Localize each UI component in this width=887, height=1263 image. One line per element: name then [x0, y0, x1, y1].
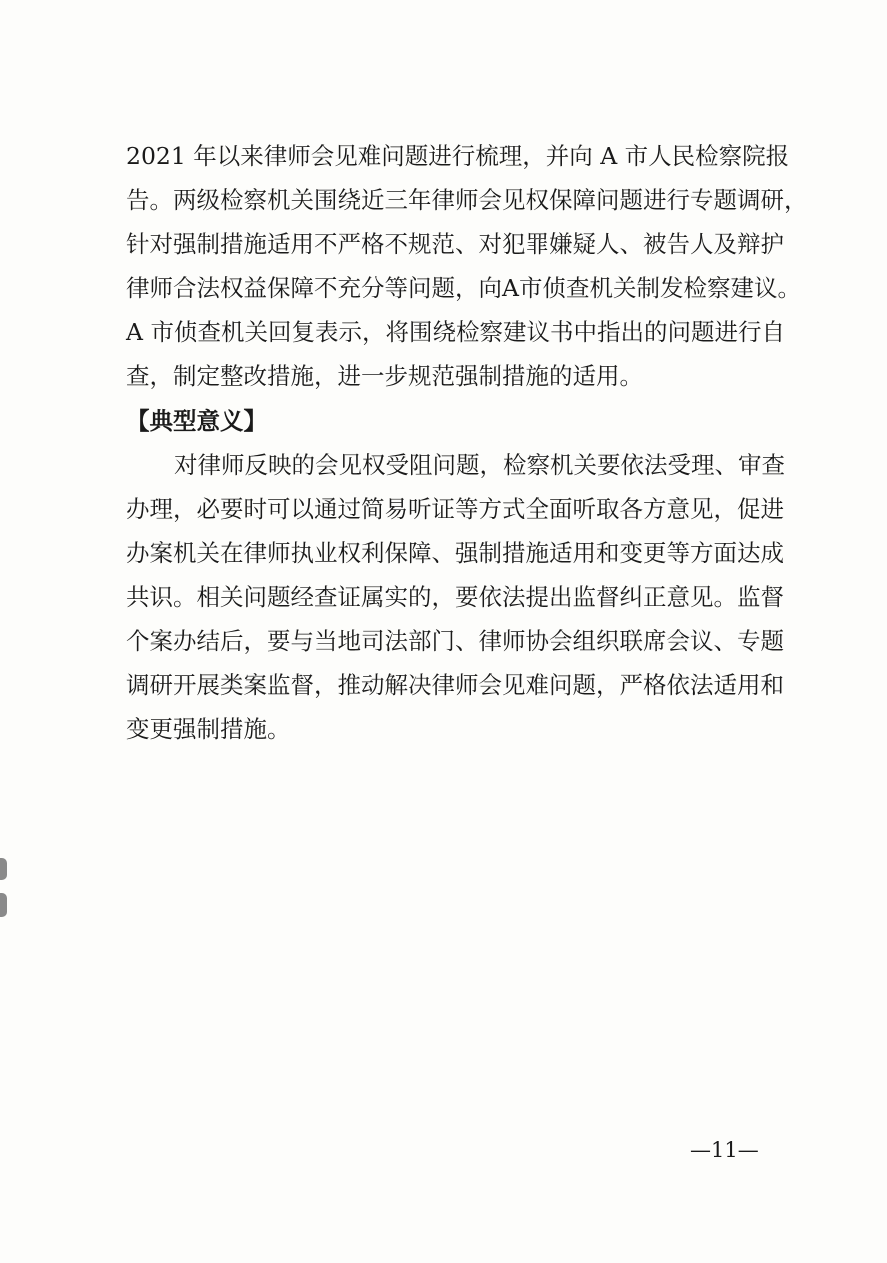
text-line: 办案机关在律师执业权利保障、强制措施适用和变更等方面达成: [126, 539, 784, 567]
text-line: 2021 年以来律师会见难问题进行梳理，并向 A 市人民检察院报: [126, 142, 790, 170]
page-number: —11—: [690, 1138, 759, 1162]
text-line: 对律师反映的会见权受阻问题，检察机关要依法受理、审查: [174, 451, 785, 479]
text-line: 针对强制措施适用不严格不规范、对犯罪嫌疑人、被告人及辩护: [126, 230, 784, 258]
text-line: 查，制定整改措施，进一步规范强制措施的适用。: [126, 362, 643, 390]
section-heading: 【典型意义】: [126, 407, 267, 435]
text-line: 告。两级检察机关围绕近三年律师会见权保障问题进行专题调研，: [126, 186, 808, 214]
text-line: A 市侦查机关回复表示，将围绕检察建议书中指出的问题进行自: [126, 318, 785, 346]
text-line: 办理，必要时可以通过简易听证等方式全面听取各方意见，促进: [126, 495, 784, 523]
text-line: 律师合法权益保障不充分等问题，向A市侦查机关制发检察建议。: [126, 274, 801, 302]
text-line: 调研开展类案监督，推动解决律师会见难问题，严格依法适用和: [126, 671, 784, 699]
text-line: 个案办结后，要与当地司法部门、律师协会组织联席会议、专题: [126, 627, 784, 655]
binding-hole-mark: [0, 858, 7, 880]
text-line: 变更强制措施。: [126, 715, 291, 743]
binding-hole-mark: [0, 893, 7, 917]
text-line: 共识。相关问题经查证属实的，要依法提出监督纠正意见。监督: [126, 583, 784, 611]
